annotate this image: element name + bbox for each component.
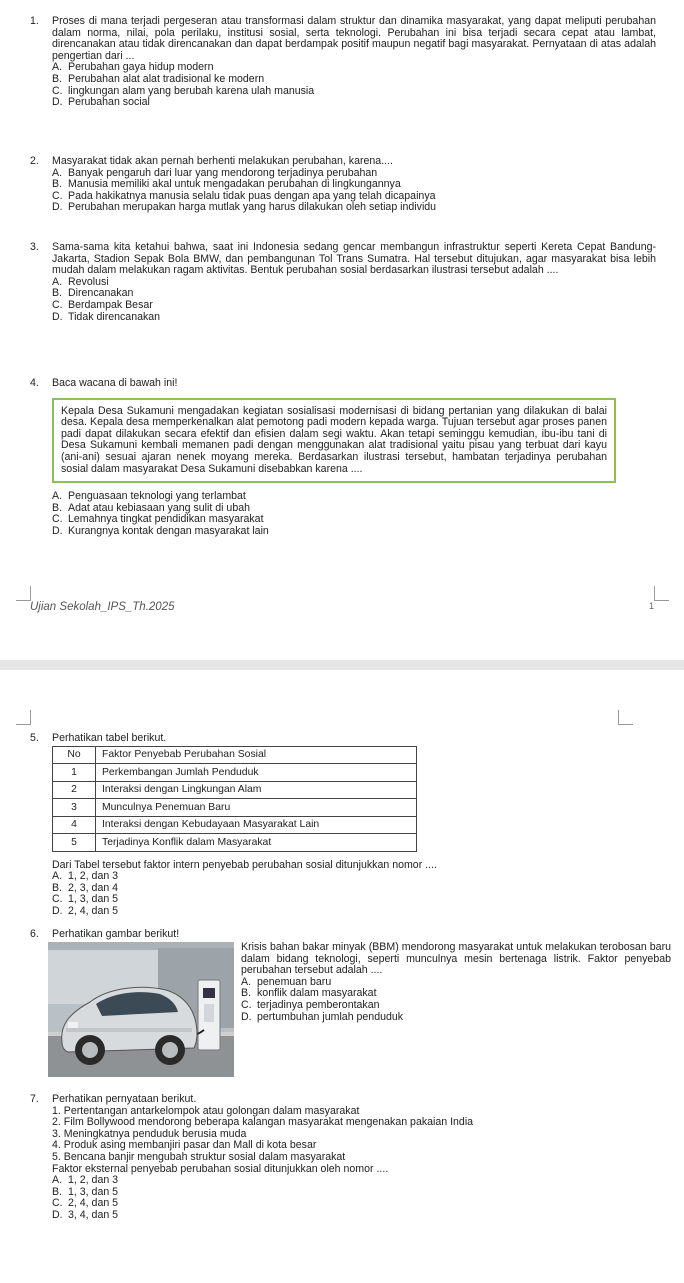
option-text: 1, 2, dan 3 [68,870,119,883]
option-b[interactable] [52,1187,656,1199]
electric-car-charging-image [48,942,234,1077]
option-list [241,977,671,1023]
option-text: Kurangnya kontak dengan masyarakat lain [68,524,269,537]
table-row [53,764,417,782]
option-text: Revolusi [68,275,109,288]
option-text: lingkungan alam yang berubah karena ulah manusia [68,84,315,97]
option-text: terjadinya pemberontakan [257,998,380,1011]
option-a[interactable] [52,491,616,503]
option-label: A. [241,975,252,988]
statement-item: 2. Film Bollywood mendorong beberapa kalangan masyarakat mengenakan pakaian India [52,1116,474,1129]
option-label: B. [241,987,252,1000]
statement-item: 4. Produk asing membanjiri pasar dan Mall di kota besar [52,1139,317,1152]
option-text: 2, 4, dan 5 [68,1197,119,1210]
option-label: C. [52,84,63,97]
question-stem: Perhatikan tabel berikut. [52,732,167,744]
question-number: 7. [30,1093,39,1105]
option-label: D. [52,524,63,537]
option-label: C. [52,189,63,202]
table-cell: 2 [53,781,96,799]
option-text: Adat atau kebiasaan yang sulit di ubah [68,501,250,514]
question-number: 2. [30,155,39,167]
statement-list [52,1106,656,1164]
table-cell: 3 [53,799,96,817]
table-cell: 5 [53,834,96,852]
option-text: 1, 3, dan 5 [68,893,119,906]
statement-item: 3. Meningkatnya penduduk berusia muda [52,1127,247,1140]
option-label: A. [52,1174,63,1187]
option-text: konflik dalam masyarakat [257,987,377,1000]
option-label: C. [52,298,63,311]
option-c[interactable] [241,1000,671,1012]
option-label: C. [52,513,63,526]
option-text: 3, 4, dan 5 [68,1208,119,1221]
option-d[interactable] [52,202,656,214]
electric-car-icon [48,942,234,1077]
question-6 [30,929,656,941]
question-6-content [241,942,671,1023]
option-label: D. [52,1208,63,1221]
option-text: Direncanakan [68,287,134,300]
option-c[interactable] [52,300,656,312]
option-label: B. [52,72,63,85]
option-label: D. [52,96,63,109]
option-d[interactable] [52,1210,656,1222]
option-d[interactable] [52,526,616,538]
option-c[interactable] [52,1198,656,1210]
question-stem: Krisis bahan bakar minyak (BBM) mendorong masyarakat untuk melakukan terobosan baru dalam bidang teknologi, seperti munculnya mesin bertenaga listrik. Faktor penyebab perubahan tersebut adalah .... [241,941,671,977]
page-footer [30,601,654,613]
option-label: B. [52,178,63,191]
table-row [53,799,417,817]
table-header-row [53,746,417,764]
option-label: A. [52,166,63,179]
option-text: Manusia memiliki akal untuk mengadakan perubahan di lingkungannya [68,178,401,191]
table-cell: Interaksi dengan Kebudayaan Masyarakat Lain [96,816,417,834]
table-cell: Interaksi dengan Lingkungan Alam [96,781,417,799]
table-cell: Terjadinya Konflik dalam Masyarakat [96,834,417,852]
option-text: Penguasaan teknologi yang terlambat [68,490,246,503]
exam-label: Ujian Sekolah_IPS_Th.2025 [30,601,175,613]
crop-mark [16,710,31,725]
option-list [52,168,656,214]
table-cell: Perkembangan Jumlah Penduduk [96,764,417,782]
option-list [52,277,656,323]
question-stem: Perhatikan pernyataan berikut. [52,1093,197,1105]
option-text: penemuan baru [257,975,332,988]
question-stem: Perhatikan gambar berikut! [52,928,180,940]
option-text: Perubahan social [68,96,150,109]
option-d[interactable] [241,1012,671,1024]
crop-mark [654,586,669,601]
option-a[interactable] [52,871,656,883]
reading-passage-box: Kepala Desa Sukamuni mengadakan kegiatan sosialisasi modernisasi di bidang pertanian yang dilakukan di balai desa. Kepala desa memperkenalkan alat pemotong padi modern kepada warga. Tujuan tersebut agar proses panen padi dapat dilakukan secara efektif dan efisien dalam segi waktu. Akan tetapi seminggu kemudian, ibu-ibu tani di Desa Sukamuni kembali memanen padi dengan menggunakan alat tradisional yaitu pisau yang terbuat dari kayu (ani-ani) sesuai ajaran nenek moyang mereka. Berdasarkan ilustrasi tersebut, hambatan terjadinya perubahan sosial dalam masyarakat Desa Sukamuni disebabkan karena .... [52,398,616,484]
option-text: 2, 4, dan 5 [68,904,119,917]
option-text: Tidak direncanakan [68,310,161,323]
page-separator [0,660,684,670]
option-label: B. [52,881,63,894]
option-label: D. [241,1010,252,1023]
option-label: B. [52,501,63,514]
question-prompt: Dari Tabel tersebut faktor intern penyebab perubahan sosial ditunjukkan nomor .... [52,858,437,871]
table-cell: 1 [53,764,96,782]
crop-mark [16,586,31,601]
table-row [53,834,417,852]
option-label: A. [52,870,63,883]
question-7 [30,1094,656,1222]
option-text: 2, 3, dan 4 [68,881,119,894]
option-label: A. [52,490,63,503]
question-number: 4. [30,377,39,389]
statement-item: 1. Pertentangan antarkelompok atau golongan dalam masyarakat [52,1104,360,1117]
question-1 [30,16,656,109]
question-5 [30,733,656,918]
option-text: Perubahan alat alat tradisional ke modern [68,72,265,85]
column-header: Faktor Penyebab Perubahan Sosial [96,746,417,764]
question-prompt: Faktor eksternal penyebab perubahan sosial ditunjukkan oleh nomor .... [52,1162,389,1175]
table-cell: 4 [53,816,96,834]
crop-mark [618,710,633,725]
table-cell: Munculnya Penemuan Baru [96,799,417,817]
option-label: D. [52,310,63,323]
question-number: 3. [30,241,39,253]
question-stem: Masyarakat tidak akan pernah berhenti melakukan perubahan, karena.... [52,155,393,167]
question-3 [30,242,656,323]
option-list [52,62,656,108]
option-text: Berdampak Besar [68,298,153,311]
question-number: 5. [30,732,39,744]
option-label: A. [52,61,63,74]
option-text: Lemahnya tingkat pendidikan masyarakat [68,513,264,526]
column-header: No [53,746,96,764]
option-c[interactable] [52,894,656,906]
question-stem: Baca wacana di bawah ini! [52,377,178,389]
option-label: B. [52,287,63,300]
page-number: 1 [648,601,654,611]
option-text: 1, 2, dan 3 [68,1174,119,1187]
table-row [53,781,417,799]
option-text: Banyak pengaruh dari luar yang mendorong terjadinya perubahan [68,166,378,179]
option-label: A. [52,275,63,288]
question-number: 6. [30,928,39,940]
option-b[interactable] [52,883,656,895]
option-d[interactable] [52,906,656,918]
option-label: C. [52,1197,63,1210]
option-label: C. [241,998,252,1011]
statement-item: 5. Bencana banjir mengubah struktur sosial dalam masyarakat [52,1150,346,1163]
question-4 [30,378,616,538]
factor-table [52,746,417,852]
question-stem: Sama-sama kita ketahui bahwa, saat ini Indonesia sedang gencar membangun infrastruktur seperti Kereta Cepat Bandung-Jakarta, Stadion Sepak Bola BMW, dan pembangunan Tol Trans Sumatra. Hal tersebut ditujukan, agar masyarakat bisa lebih mudah dalam melakukan ragam aktivitas. Bentuk perubahan sosial berdasarkan ilustrasi tersebut adalah .... [52,241,656,277]
option-text: Perubahan gaya hidup modern [68,61,214,74]
question-number: 1. [30,15,39,27]
option-label: C. [52,893,63,906]
option-label: D. [52,904,63,917]
option-label: B. [52,1185,63,1198]
option-a[interactable] [52,277,656,289]
option-text: Pada hakikatnya manusia selalu tidak puas dengan apa yang telah dicapainya [68,189,436,202]
option-list [52,871,656,917]
option-d[interactable] [52,97,656,109]
option-text: pertumbuhan jumlah penduduk [257,1010,404,1023]
option-list [52,491,616,537]
option-list [52,1175,656,1221]
table-row [53,816,417,834]
option-a[interactable] [52,1175,656,1187]
option-b[interactable] [52,74,656,86]
option-text: 1, 3, dan 5 [68,1185,119,1198]
question-stem: Proses di mana terjadi pergeseran atau transformasi dalam struktur dan dinamika masyarakat, yang dapat meliputi perubahan dalam norma, nilai, pola perilaku, institusi sosial, serta teknologi. Perubahan ini bisa terjadi secara cepat atau lambat, direncanakan atau tidak direncanakan dan dapat berdampak positif maupun negatif bagi masyarakat. Pernyataan di atas adalah pengertian dari ... [52,15,656,62]
question-2 [30,156,656,214]
option-label: D. [52,201,63,214]
option-text: Perubahan merupakan harga mutlak yang harus dilakukan oleh setiap individu [68,201,437,214]
option-d[interactable] [52,312,656,324]
